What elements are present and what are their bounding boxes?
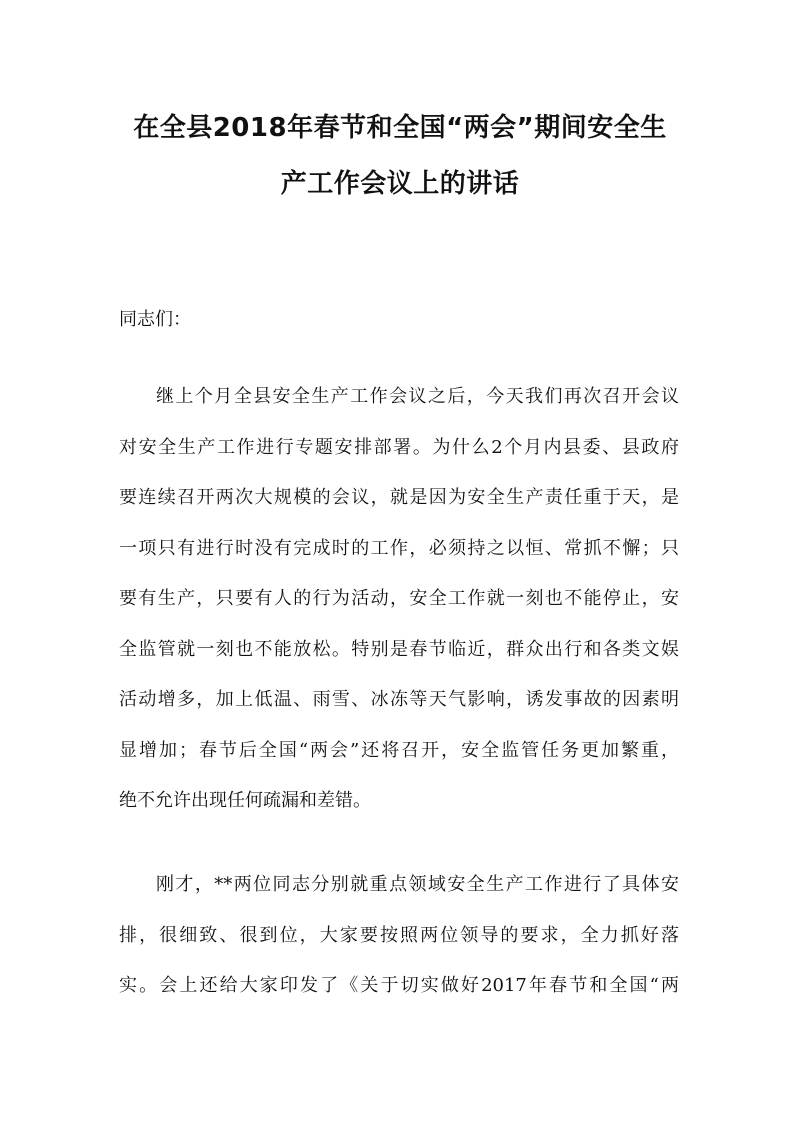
title-line: 在全县2018年春节和全国“两会”期间安全生 (133, 113, 667, 143)
text-line: 排，很细致、很到位，大家要按照两位领导的要求，全力抓好落 (119, 924, 679, 946)
text-line: 全监管就一刻也不能放松。特别是春节临近，群众出行和各类文娱 (119, 638, 679, 660)
salutation: 同志们： (119, 309, 191, 330)
text-line: 要连续召开两次大规模的会议，就是因为安全生产责任重于天，是 (119, 487, 679, 508)
text-line: 对安全生产工作进行专题安排部署。为什么2个月内县委、县政府 (119, 436, 679, 458)
text-line: 刚才，**两位同志分别就重点领域安全生产工作进行了具体安 (156, 874, 679, 895)
text-line: 显增加；春节后全国“两会”还将召开，安全监管任务更加繁重， (119, 739, 679, 761)
body-paragraph (119, 860, 679, 1012)
text-line: 继上个月全县安全生产工作会议之后，今天我们再次召开会议 (156, 386, 679, 407)
text-line: 一项只有进行时没有完成时的工作，必须持之以恒、常抓不懈；只 (119, 537, 679, 559)
text-line: 实。会上还给大家印发了《关于切实做好2017年春节和全国“两 (119, 975, 679, 996)
text-line: 活动增多，加上低温、雨雪、冰冻等天气影响，诱发事故的因素明 (119, 689, 679, 710)
text-line: 绝不允许出现任何疏漏和差错。 (119, 790, 371, 811)
text-line: 要有生产，只要有人的行为活动，安全工作就一刻也不能停止，安 (119, 588, 679, 609)
document-title (100, 100, 700, 212)
body-paragraph (119, 372, 679, 827)
title-line: 产工作会议上的讲话 (280, 169, 520, 199)
